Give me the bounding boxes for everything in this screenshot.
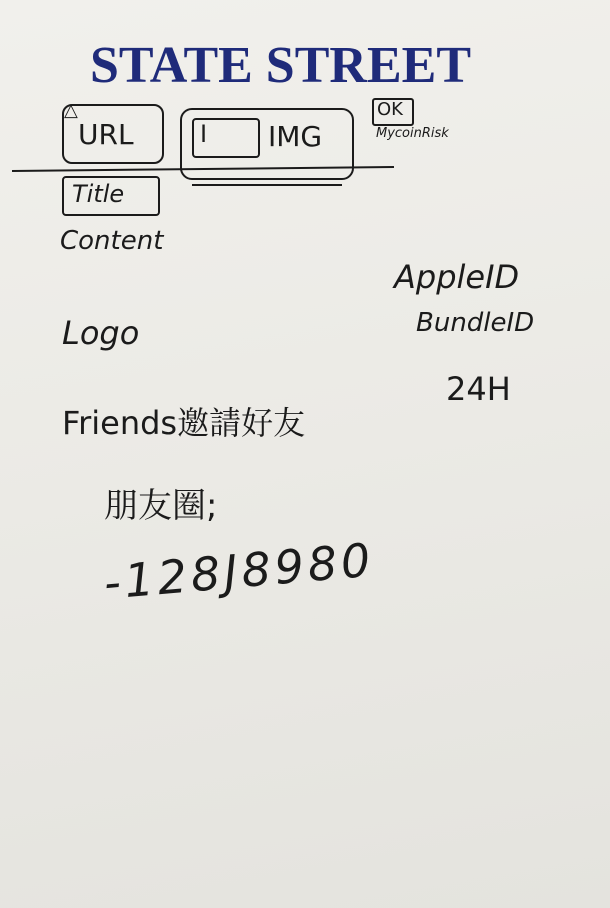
title-label: Title bbox=[72, 180, 125, 208]
url-label: URL bbox=[78, 118, 134, 151]
ok-note: MycoinRisk bbox=[376, 126, 449, 141]
img-underline bbox=[192, 184, 342, 186]
logo-label: Logo bbox=[62, 314, 140, 352]
content-label: Content bbox=[60, 226, 164, 256]
number-text: -128J8980 bbox=[101, 532, 377, 610]
bundle-id-label: BundleID bbox=[416, 308, 535, 338]
friends-label: Friends邀請好友 bbox=[62, 404, 306, 442]
duration-label: 24H bbox=[446, 370, 511, 408]
ok-button-label: OK bbox=[377, 99, 403, 120]
up-arrow-icon: △ bbox=[64, 100, 78, 121]
img-field-label: I bbox=[200, 120, 208, 148]
img-label: IMG bbox=[268, 120, 323, 153]
moments-label: 朋友圈; bbox=[104, 486, 218, 526]
brand-logo: STATE STREET bbox=[90, 37, 472, 94]
apple-id-label: AppleID bbox=[394, 258, 520, 296]
